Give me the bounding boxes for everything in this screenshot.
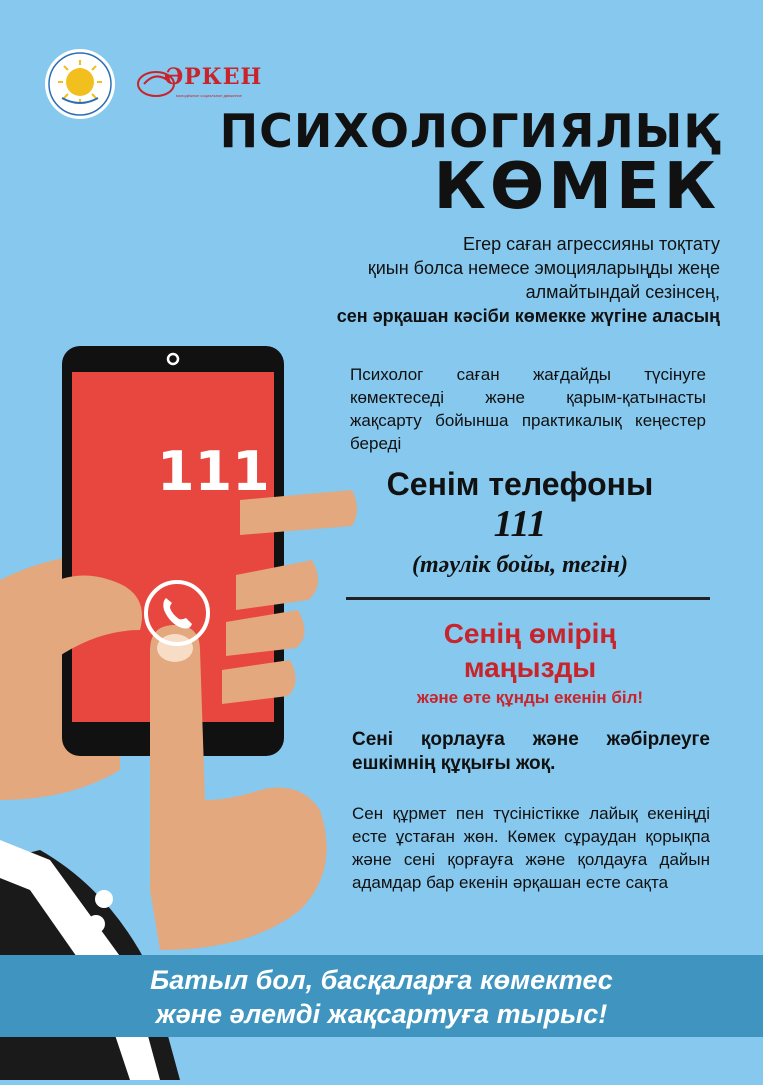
intro-line-1: Егер саған агрессияны тоқтату: [462, 234, 720, 254]
respect-paragraph: Сен құрмет пен түсіністікке лайық екеніңді есте ұстаған жөн. Көмек сұраудан қорықпа және сені қорғауға және қолдауға дайын адамдар бар екенін әрқашан есте сақта: [352, 804, 710, 892]
intro-line-3: алмайтындай сезінсең,: [525, 282, 720, 302]
arken-logo-subtitle: молодёжное социальное движение: [176, 93, 242, 98]
banner-line-2: және әлемді жақсартуға тырыс!: [155, 999, 608, 1029]
life-line-1: Сенің өмірің: [443, 618, 617, 649]
bottom-banner: [0, 955, 763, 1037]
intro-paragraph: [200, 232, 720, 328]
phone-screen-number: 111: [157, 440, 270, 503]
intro-line-2: қиын болса немесе эмоцияларыңды жеңе: [367, 258, 720, 278]
title-line-2: КӨМЕК: [433, 150, 720, 224]
life-line-2: маңызды: [463, 652, 597, 683]
title-line-1: ПСИХОЛОГИЯЛЫҚ: [219, 104, 720, 158]
life-line-3: және өте құнды екенін біл!: [416, 688, 644, 707]
divider: [346, 597, 710, 600]
phone-call-icon: [142, 578, 212, 648]
intro-line-4: сен әрқашан кәсіби көмекке жүгіне аласың: [336, 306, 720, 326]
hotline-title: Сенім телефоны: [386, 466, 654, 502]
banner-line-1: Батыл бол, басқаларға көмектес: [150, 965, 613, 995]
arken-logo-text: ӘРКЕН: [164, 64, 263, 90]
left-emblem-logo: [44, 48, 116, 120]
hotline-number: 111: [493, 503, 547, 545]
psychologist-paragraph: Психолог саған жағдайды түсінуге көмектеседі және қарым-қатынасты жақсарту бойынша практикалық кеңестер береді: [350, 365, 706, 453]
arken-logo: [136, 60, 263, 110]
hotline-note: (тәулік бойы, тегін): [412, 552, 628, 578]
rights-heading: Сені қорлауға және жәбірлеуге ешкімнің құқығы жоқ.: [352, 729, 710, 774]
